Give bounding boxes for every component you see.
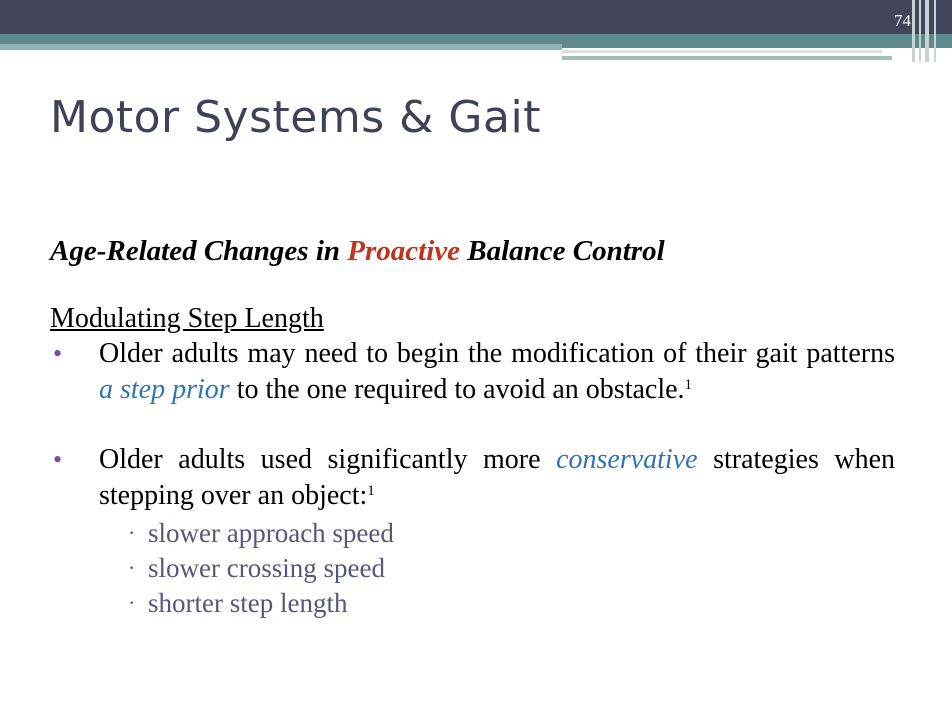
sub-bullet-item (128, 551, 895, 586)
bullet-item (50, 336, 895, 408)
footnote-ref: 1 (367, 483, 375, 499)
sub-bullet-text: slower crossing speed (148, 553, 385, 583)
bullet-dot-icon: • (53, 339, 63, 368)
small-dot-icon: · (128, 590, 136, 615)
bullet-dot-icon: • (53, 445, 63, 474)
bullet-text: Older adults may need to begin the modification of their gait patterns (99, 338, 895, 369)
sub-bullet-text: shorter step length (148, 588, 348, 618)
subtitle-part2: Balance Control (460, 235, 665, 267)
header-accent-line (562, 50, 882, 53)
bullet-text: Older adults used significantly more (99, 444, 557, 475)
sub-bullet-item (128, 586, 895, 621)
bullet-text: to the one required to avoid an obstacle. (229, 374, 685, 405)
bullet-item (50, 442, 895, 514)
bullet-text: strategies when stepping over an object: (99, 444, 896, 511)
page-number: 74 (894, 11, 911, 30)
header-bar-dark (0, 0, 952, 34)
slide-subtitle (50, 232, 895, 270)
header-accent-line-2 (562, 56, 892, 60)
subtitle-part1: Age-Related Changes in (50, 235, 348, 267)
sub-bullet-item (128, 516, 895, 551)
bullet-emphasis: a step prior (99, 374, 230, 405)
sub-bullet-list (50, 516, 895, 621)
header-vertical-lines (892, 0, 952, 62)
small-dot-icon: · (128, 520, 136, 545)
slide-content (50, 232, 895, 621)
section-heading: Modulating Step Length (50, 303, 324, 334)
header-bar-teal-light (0, 44, 562, 50)
subtitle-highlight: Proactive (347, 235, 460, 267)
sub-bullet-text: slower approach speed (148, 518, 394, 548)
footnote-ref: 1 (684, 377, 693, 393)
bullet-emphasis: conservative (556, 444, 698, 475)
small-dot-icon: · (128, 555, 136, 580)
slide-title: Motor Systems & Gait (50, 92, 541, 143)
